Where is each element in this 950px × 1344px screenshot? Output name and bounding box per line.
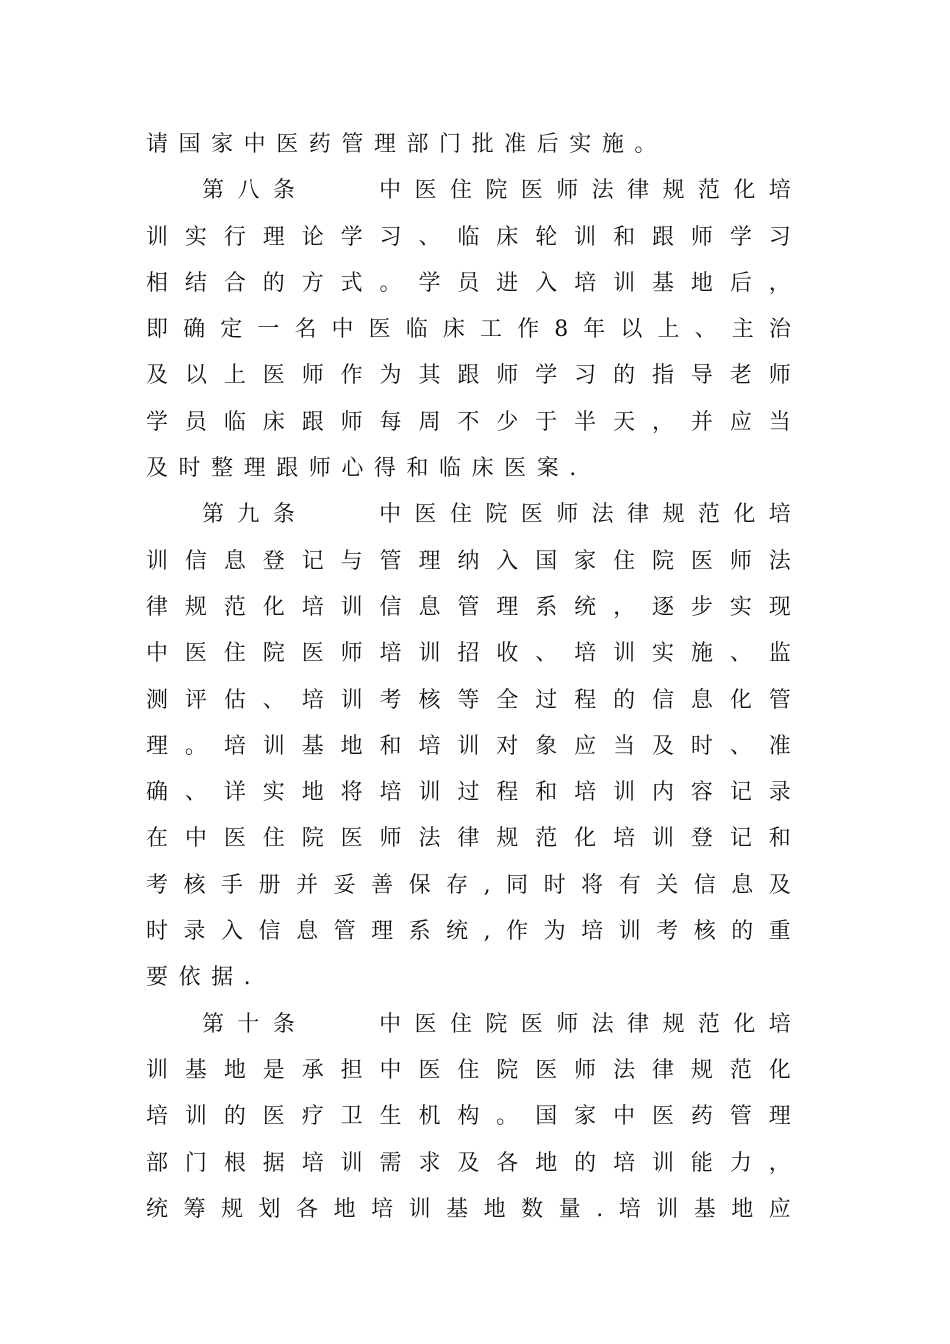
text-line: 学 员 临 床 跟 师 每 周 不 少 于 半 天 ， 并 应 当 <box>146 409 791 435</box>
text-line: 培 训 的 医 疗 卫 生 机 构 。 国 家 中 医 药 管 理 <box>146 1104 791 1130</box>
document-body <box>146 122 796 1233</box>
text-line: 统 筹 规 划 各 地 培 训 基 地 数 量 . 培 训 基 地 应 <box>146 1196 791 1222</box>
text-line: 训 基 地 是 承 担 中 医 住 院 医 师 法 律 规 范 化 <box>146 1057 791 1083</box>
text-line: 相 结 合 的 方 式 。 学 员 进 入 培 训 基 地 后 ， <box>146 270 791 296</box>
text-line: 测 评 估 、 培 训 考 核 等 全 过 程 的 信 息 化 管 <box>146 687 791 713</box>
text-line: 请国家中医药管理部门批准后实施。 <box>146 132 667 157</box>
text-line: 即 确 定 一 名 中 医 临 床 工 作 8 年 以 上 、 主 治 <box>146 317 791 343</box>
text-line: 部 门 根 据 培 训 需 求 及 各 地 的 培 训 能 力 ， <box>146 1150 791 1176</box>
text-line: 及时整理跟师心得和临床医案. <box>146 456 587 482</box>
text-line: 及 以 上 医 师 作 为 其 跟 师 学 习 的 指 导 老 师 <box>146 363 791 389</box>
text-line: 中 医 住 院 医 师 培 训 招 收 、 培 训 实 施 、 监 <box>146 641 791 667</box>
text-line: 要依据. <box>146 965 262 991</box>
text-line: 考 核 手 册 并 妥 善 保 存 , 同 时 将 有 关 信 息 及 <box>146 872 791 898</box>
text-line: 在 中 医 住 院 医 师 法 律 规 范 化 培 训 登 记 和 <box>146 826 791 852</box>
text-line: 第 九 条 中 医 住 院 医 师 法 律 规 范 化 培 <box>202 502 791 528</box>
text-line: 时 录 入 信 息 管 理 系 统 , 作 为 培 训 考 核 的 重 <box>146 919 791 945</box>
text-line: 第 十 条 中 医 住 院 医 师 法 律 规 范 化 培 <box>202 1011 791 1037</box>
text-line: 理 。 培 训 基 地 和 培 训 对 象 应 当 及 时 、 准 <box>146 733 791 759</box>
text-line: 律 规 范 化 培 训 信 息 管 理 系 统 ， 逐 步 实 现 <box>146 594 791 620</box>
text-line: 第 八 条 中 医 住 院 医 师 法 律 规 范 化 培 <box>202 178 791 204</box>
text-line: 训 信 息 登 记 与 管 理 纳 入 国 家 住 院 医 师 法 <box>146 548 791 574</box>
text-line: 训 实 行 理 论 学 习 、 临 床 轮 训 和 跟 师 学 习 <box>146 224 791 250</box>
text-line: 确 、 详 实 地 将 培 训 过 程 和 培 训 内 容 记 录 <box>146 780 791 806</box>
